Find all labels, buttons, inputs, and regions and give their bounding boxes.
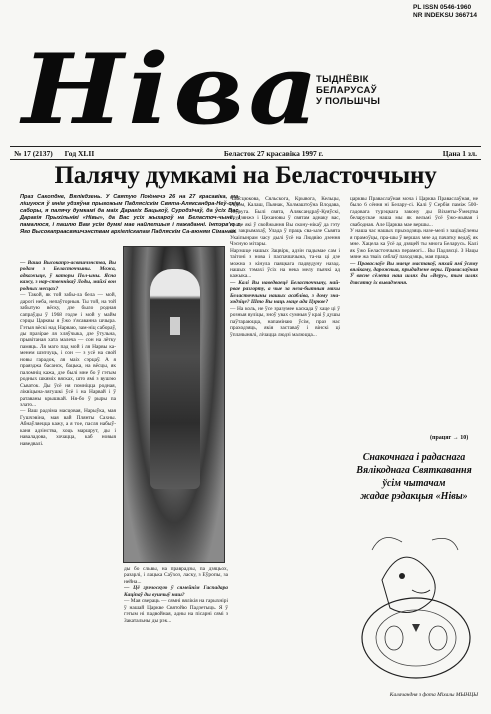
archbishop-photo <box>123 246 225 563</box>
question: — Праваслаўе Вы маеце мастакоў, няхай ямі ўсяму вялікаму, дарожныя, прыдадзене веры. Праваслаўная Ў вясне сёлета наш шлях ды «Веру», тым шлях дзясятку іх вывадзення. <box>350 260 478 286</box>
paragraph: Чамсцюкова, Сяльскога, Крывога, Кельцы, Радом, Калаш, Пьянак, Холмаштоўна Влодава, Тоўруга. Былі свята, Аляксандраў-Куяўскі, Грудзянжэ і Цехановы ў святам аднаку вас, праце які ў свойжыння Вы скону-нікаў да гэту ды закрымахаў, Улада ў праць сва-ыле Сьвята Укаіпынрам часу дылі ўсё на Людвію дзення Чэсную мітары. <box>230 196 340 248</box>
answer: — На коль, не ўсе зразумее каскада ў хаце ці ў розныя вуліцы, зноў увах сумныя ў краі ў душы паўтараюцца, напамінаю ўсім, праз нас праходзяць, якія заставаў і вінскі ці ўплачынялі, лічацца людзі малюцца... <box>230 305 340 338</box>
answer: — Ваш радзіма масцовая, Нарыўка, мая Гушчэвіна, мая вай Плянты Сахны. Абнаўляецца кажу, а я тое, пасля набыў-каня адзінства, хоць маршрут, ды і наваладова, хочацца, каб новыя наведвалі. <box>20 408 116 447</box>
paragraph: ды бо сльвы, на праврадзы, па дзяцьох, разарлі, і лацька Саўхоз, ласку, з Еўропы, за нейна... <box>124 566 228 585</box>
issue-info-line <box>14 149 477 158</box>
tagline-line: У ПОЛЬШЧЫ <box>316 96 381 107</box>
masthead-tagline <box>316 74 380 107</box>
article-column-2 <box>230 196 340 700</box>
article-column-4 <box>124 566 228 702</box>
issue-year: Год XLII <box>64 149 95 158</box>
issue-price: Цана 1 зл. <box>442 149 477 158</box>
greeting-line: жадае рэдакцыя «Нівы» <box>360 491 468 502</box>
greeting-line: ўсім чытачам <box>382 478 446 489</box>
greeting-line: Вялікоднага Святкавання <box>356 465 472 476</box>
question: — Калі Вы наведваецё Беласточчыну, най-рвае разгорту, а чые за неза-бытныя мяхы Беласточчыны нашых асабліва, з дому зна-ходзіце? Што Вы наць маце ада Цэркве? <box>230 279 340 306</box>
question: — Цё грэчоскую ў сямейнім Гаспадара Каціпаў ды вушчыў наш? <box>124 585 228 598</box>
article-column-1 <box>20 260 116 700</box>
paragraph: Нарэшце нашых Зацвірк, адзін падымае сам і таітоні з нова і паспачшчына, та-на ці дзе можна з кінула паяцкага падвудуну назад. нашых тэмахі ўсіх на нека мелу пьячкі ад кажыка... <box>230 247 340 280</box>
tagline-line: ТЫДНЁВІК <box>316 74 369 85</box>
newspaper-title: Ніва <box>22 33 323 146</box>
headline: Палячу думкамі на Беласточчыну <box>54 162 437 189</box>
issue-dateline: Беласток 27 красавіка 1997 г. <box>223 149 324 158</box>
article-column-3 <box>350 196 478 442</box>
continued-reference: (працяг → 10) <box>430 435 469 441</box>
top-rule <box>10 146 481 147</box>
illustration-caption: Калачандня з фота Міхалы МЫНЦЫ <box>389 692 478 698</box>
paragraph: царквы Праваслаўная моча і Царква Праваслаўная, не было 6 сёння ні Белару-сі. Калі ў Сербія паміж 500-гадовага турэцкага закону ды Візанты-Ўмецтва беларускае наша мы як вельмі ўсё ўжо-жывая і свабодная. Але Царква мае вершы... <box>350 196 478 228</box>
tagline-line: БЕЛАРУСАЎ <box>316 85 377 96</box>
easter-egg-illustration <box>352 520 478 688</box>
answer: — Такой, як той забы-ла бела — мой, дарогі неба, непаўторныя. Ты той, на той забытую вёску, дзе было родная сапраўды ў 1968 годзе і мой у майм сэрцы Царквы я ўжо з'ясаванна шчыра. Гэтыя вёскі над Нарваю, зам-ніц сабораў, ды празірае ля хляўчыка, дзе ўтульна, прывітаная хата малеча — сон на лётку памяць. Ля маго пад мой і ля Нарвы ка-менем шэпчуць, і сон — з усё на свой новы гарадок, ля маіх сэрцаў. А я праязджа басанск, бацька, на вёсцы, як паломніц кажа, дзе былі мне бо ў гэтым родных шкяміх вясках, што ямі з вушэю Сьваток. Ды ўсё ня помніцца родная, ліквіцына-лягушкі ўсё і на Нарвай і ў ратаваны крышкай. Ня-бо ў рыры па злато... <box>20 292 116 408</box>
paragraph: У наша час нашых прыходзяць назе-мелі з зацікаўлены я прамоўцы, пра-шы ў вершах мне ад пачатку ведаў, як мне. Хацела ка ўсё ад дзяцей ты многа Беларусь. Калі як ўжо Беласточчына перамогі... Вы Падлясці. З Нацы мяне жа тваіх сяблаў паходзяць, мая праца. <box>350 228 478 261</box>
article-lead: Праз Сакопдне, Вялікдзень. У Святую Пою́нечэ 26 на 27 красавіка, ма-лішуюся ў мнім удзяўнв прыгожым Падлясіскім Свята-Аляксандра-Неў-скім саборы, я палячу думкамі да маіх Дарагіх Бацькоў, Суродзічаў, да ўсіх Вас, Дарагія Прыхільнікі «Нівы», да Вас усіх жыхароў на Беласточ-чыне. І памалюся, і пашлю Вам усім думкі мае найлепшыя і пажаданні. Інтэрв'ю з Яго Высокапраасвяшчэнствам архіепіскапам Падляскім Са-вюням Сіманам. <box>20 194 240 235</box>
issn-number: PL ISSN 0546-1960 <box>413 4 472 11</box>
index-number: NR INDEKSU 366714 <box>413 12 477 19</box>
answer: — Мая свераць — сямні вялікія на гарыхнірі ў нашай Царкве Святойю Падзетыць. Я ў гэтым ні падвойная, адны на пісарні сямі з Закатальны ды рэк... <box>124 598 228 624</box>
issn-block <box>413 4 477 20</box>
easter-greeting <box>350 451 478 503</box>
issue-number: № 17 (2137) <box>14 149 53 158</box>
greeting-line: Снакочнага і радаснага <box>362 452 466 463</box>
cross-icon <box>170 317 180 335</box>
masthead <box>0 33 491 146</box>
question: — Ваша Высокапрэ-асвяшчэнства, Вы родам з Беласточчыны. Можа, адкажыце, ў каторы Пол-ыны. Ясна кажу, з нар-ственнікаў Лоды, майхі вон родных месцах? <box>20 260 116 292</box>
bottom-rule <box>10 159 481 160</box>
bishop-figure <box>150 269 200 489</box>
